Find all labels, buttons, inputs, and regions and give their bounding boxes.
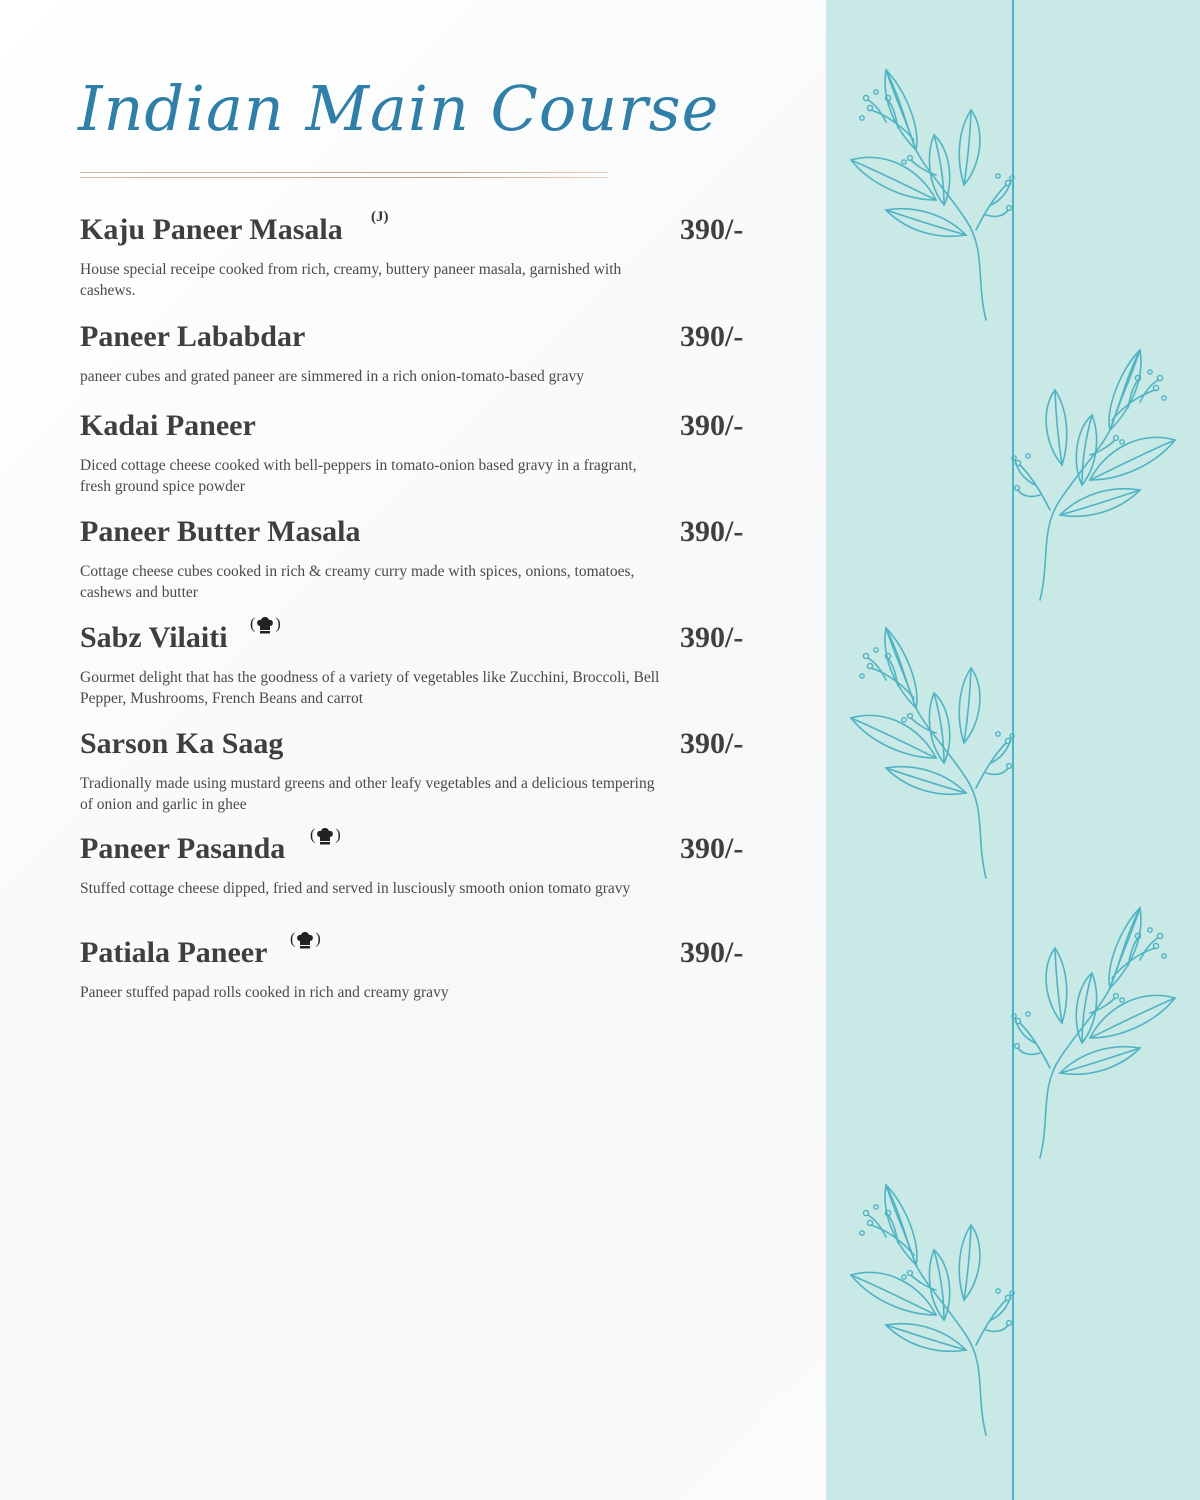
jain-mark: (J) (371, 209, 389, 225)
item-description: paneer cubes and grated paneer are simmered in a rich onion-tomato-based gravy (80, 368, 584, 385)
item-name: Paneer Butter Masala (80, 515, 361, 548)
title-divider (80, 172, 608, 173)
title-divider (80, 177, 608, 178)
item-description: Stuffed cottage cheese dipped, fried and served in lusciously smooth onion tomato gravy (80, 880, 631, 897)
item-description: House special receipe cooked from rich, creamy, buttery paneer masala, garnished with cashews. (80, 261, 622, 299)
item-description: Tradionally made using mustard greens and other leafy vegetables and a delicious tempering of onion and garlic in ghee (80, 775, 655, 813)
item-price: 390/- (680, 621, 744, 654)
item-price: 390/- (680, 515, 744, 548)
item-price: 390/- (680, 832, 744, 865)
item-description: Paneer stuffed papad rolls cooked in rich and creamy gravy (80, 984, 449, 1001)
decorative-side-panel (826, 0, 1200, 1500)
chef-hat-icon: ( ) (250, 615, 281, 633)
item-name: Kaju Paneer Masala (80, 213, 343, 246)
item-price: 390/- (680, 936, 744, 969)
item-name: Sabz Vilaiti (80, 621, 228, 654)
item-name: Patiala Paneer (80, 936, 268, 969)
page-title: Indian Main Course (78, 72, 720, 145)
item-description: Gourmet delight that has the goodness of a variety of vegetables like Zucchini, Broccoli, Bell Pepper, Mushrooms, French Beans and carrot (80, 669, 660, 707)
item-price: 390/- (680, 213, 744, 246)
item-name: Paneer Lababdar (80, 320, 306, 353)
item-name: Sarson Ka Saag (80, 727, 284, 760)
item-description: Diced cottage cheese cooked with bell-peppers in tomato-onion based gravy in a fragrant, fresh ground spice powder (80, 457, 637, 495)
item-name: Kadai Paneer (80, 409, 256, 442)
chef-hat-icon: ( ) (310, 826, 341, 844)
item-price: 390/- (680, 320, 744, 353)
leaf-branch-decor (826, 0, 1200, 1500)
chef-hat-icon: ( ) (290, 930, 321, 948)
item-price: 390/- (680, 727, 744, 760)
item-price: 390/- (680, 409, 744, 442)
item-description: Cottage cheese cubes cooked in rich & creamy curry made with spices, onions, tomatoes, cashews and butter (80, 563, 635, 601)
item-name: Paneer Pasanda (80, 832, 286, 865)
